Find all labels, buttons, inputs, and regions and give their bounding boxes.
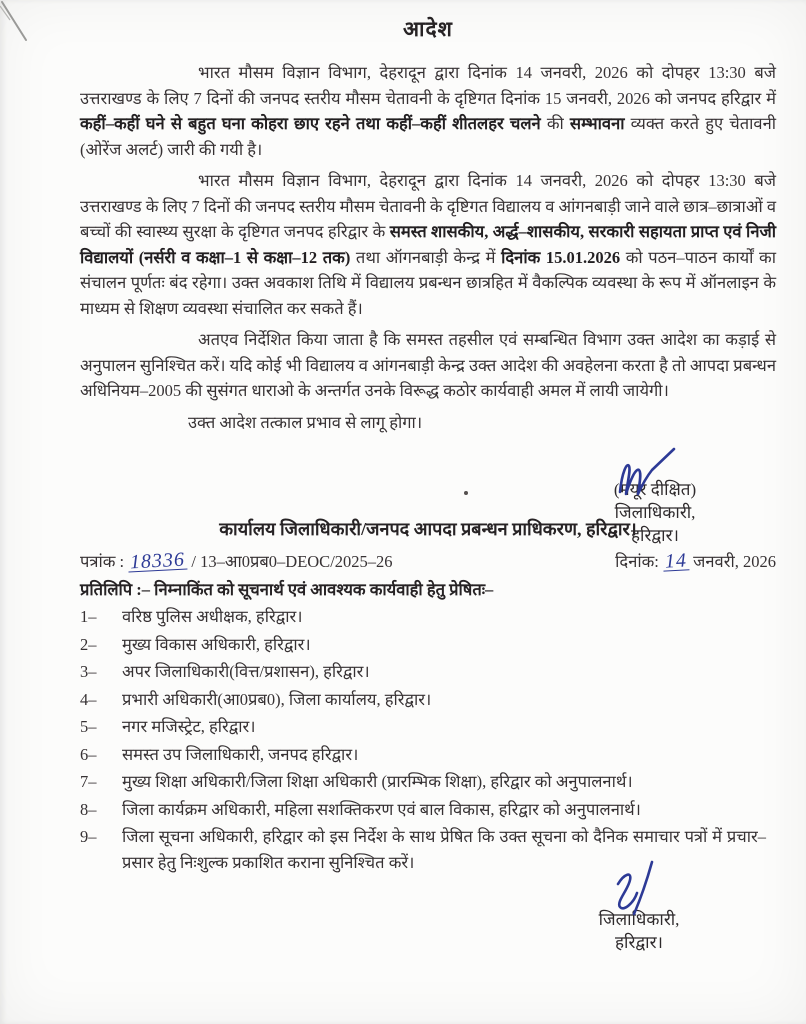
signature-block-bottom <box>564 908 714 954</box>
office-designation-line: कार्यालय जिलाधिकारी/जनपद आपदा प्रबन्धन प्राधिकरण, हरिद्वार। <box>219 519 637 539</box>
handwritten-date-day: 14 <box>664 549 688 573</box>
letter-number <box>80 549 393 572</box>
signatory-designation: जिलाधिकारी, <box>598 910 680 929</box>
para2-seg-3-bold: दिनांक 15.01.2026 <box>501 247 621 267</box>
copy-to-heading: प्रतिलिपि :– निम्नाकिंत को सूचनार्थ एवं आवश्यक कार्यवाही हेतु प्रेषितः– <box>80 580 494 599</box>
signature-block-top <box>560 478 750 547</box>
recipient-text: अपर जिलाधिकारी(वित्त/प्रशासन), हरिद्वार। <box>122 662 370 681</box>
handwritten-letter-number: 18336 <box>129 548 186 574</box>
reference-number-row <box>80 549 776 572</box>
para1-seg-0: भारत मौसम विज्ञान विभाग, देहरादून द्वारा दिनांक 14 जनवरी, 2026 को दोपहर 13:30 बजे उत्तराखण्ड के लिए 7 दिनों की जनपद स्तरीय मौसम चेतावनी के दृष्टिगत दिनांक 15 जनवरी, 2026 को जनपद हरिद्वार में <box>80 63 776 108</box>
recipient-text: मुख्य विकास अधिकारी, हरिद्वार। <box>122 634 311 654</box>
para2-seg-0: भारत मौसम विज्ञान विभाग, देहरादून द्वारा दिनांक 14 जनवरी, 2026 को दोपहर 13:30 बजे उत्तराखण्ड के लिए 7 दिनों की जनपद स्तरीय मौसम चेतावनी के दृष्टिगत विद्यालय व आंगनबाड़ी जाने वाले छात्र–छात्राओं व बच्चों की स्वास्थ्य सुरक्षा के दृष्टिगत जनपद हरिद्वार के <box>80 171 776 241</box>
signatory-place: हरिद्वार। <box>631 526 679 545</box>
recipient-number: 3– <box>80 662 97 681</box>
recipient-number: 9– <box>80 827 97 846</box>
para1-seg-4: व्यक्त करते हुए चेतावनी (ओरेंज अलर्ट) जारी की गयी है। <box>80 114 777 159</box>
recipient-number: 2– <box>80 634 97 654</box>
recipient-text: जिला सूचना अधिकारी, हरिद्वार को इस निर्देश के साथ प्रेषित कि उक्त सूचना को दैनिक समाचार पत्रों में प्रचार–प्रसार हेतु निःशुल्क प्रकाशित कराना सुनिश्चित करें। <box>122 827 766 872</box>
document-title: आदेश <box>403 17 453 41</box>
recipient-number: 5– <box>80 717 97 736</box>
recipient-row <box>80 742 776 768</box>
recipient-number: 6– <box>80 744 97 764</box>
para1-seg-2: की <box>540 114 570 133</box>
recipient-row <box>80 769 776 795</box>
recipient-number: 4– <box>80 689 97 709</box>
letter-date-rest: जनवरी, 2026 <box>693 552 776 571</box>
signature-scribble-icon <box>612 446 686 504</box>
corner-fold-mark <box>0 0 40 48</box>
signatory-name: (मयूर दीक्षित) <box>613 480 697 499</box>
recipient-number: 1– <box>80 607 97 626</box>
recipient-text: प्रभारी अधिकारी(आ0प्रब0), जिला कार्यालय, हरिद्वार। <box>122 689 432 709</box>
recipient-text: जिला कार्यक्रम अधिकारी, महिला सशक्तिकरण एवं बाल विकास, हरिद्वार को अनुपालनार्थ। <box>122 799 641 819</box>
paragraph-immediate-effect: उक्त आदेश तत्काल प्रभाव से लागू होगा। <box>188 412 423 432</box>
recipient-row <box>80 632 776 658</box>
recipient-text: समस्त उप जिलाधिकारी, जनपद हरिद्वार। <box>122 744 359 764</box>
signatory-designation: जिलाधिकारी, <box>614 503 696 522</box>
signature-scribble-icon <box>602 858 672 920</box>
paragraph-school-closure <box>80 168 776 321</box>
recipient-text: वरिष्ठ पुलिस अधीक्षक, हरिद्वार। <box>122 607 303 626</box>
paragraph-weather-warning <box>80 60 776 162</box>
recipient-number: 8– <box>80 799 97 819</box>
letter-date-label: दिनांक: <box>615 552 659 571</box>
recipient-row <box>80 687 776 713</box>
recipient-text: नगर मजिस्ट्रेट, हरिद्वार। <box>122 717 256 736</box>
para2-seg-4: को पठन–पाठन कार्यों का संचालन पूर्णतः बंद रहेगा। उक्त अवकाश तिथि में विद्यालय प्रबन्धन छात्रहित में वैकल्पिक व्यवस्था के रूप में ऑनलाइन के माध्यम से शिक्षण व्यवस्था संचालित कर सकते हैं। <box>80 247 776 318</box>
recipient-row <box>80 797 776 823</box>
para2-seg-1-bold: समस्त शासकीय, अर्द्ध–शासकीय, सरकारी सहायता प्राप्त एवं निजी विद्यालयों (नर्सरी व कक्षा–1 से कक्षा–12 तक) <box>80 222 776 267</box>
signatory-place: हरिद्वार। <box>615 933 663 952</box>
recipients-list <box>80 604 776 875</box>
letter-date <box>615 549 776 572</box>
para2-seg-2: तथा ऑगनबाड़ी केन्द्र में <box>350 247 502 267</box>
letter-number-rest: / 13–आ0प्रब0–DEOC/2025–26 <box>191 552 393 571</box>
paragraph-compliance-directive: अतएव निर्देशित किया जाता है कि समस्त तहसील एवं सम्बन्धित विभाग उक्त आदेश का कड़ाई से अनुपालन सुनिश्चित करें। यदि कोई भी विद्यालय व आंगनबाड़ी केन्द्र उक्त आदेश की अवहेलना करता है तो आपदा प्रबन्धन अधिनियम–2005 की सुसंगत धाराओ के अन्तर्गत उनके विरूद्ध कठोर कार्यवाही अमल में लायी जायेगी। <box>80 330 776 400</box>
letter-number-label: पत्रांक : <box>80 552 125 571</box>
para1-seg-1-bold: कहीं–कहीं घने से बहुत घना कोहरा छाए रहने तथा कहीं–कहीं शीतलहर चलने <box>80 114 541 133</box>
recipient-row <box>80 714 776 740</box>
recipient-text: मुख्य शिक्षा अधिकारी/जिला शिक्षा अधिकारी (प्रारम्भिक शिक्षा), हरिद्वार को अनुपालनार्थ। <box>122 772 633 791</box>
recipient-number: 7– <box>80 772 97 791</box>
recipient-row <box>80 604 776 630</box>
para1-seg-3-bold: सम्भावना <box>569 114 625 133</box>
recipient-row <box>80 659 776 685</box>
